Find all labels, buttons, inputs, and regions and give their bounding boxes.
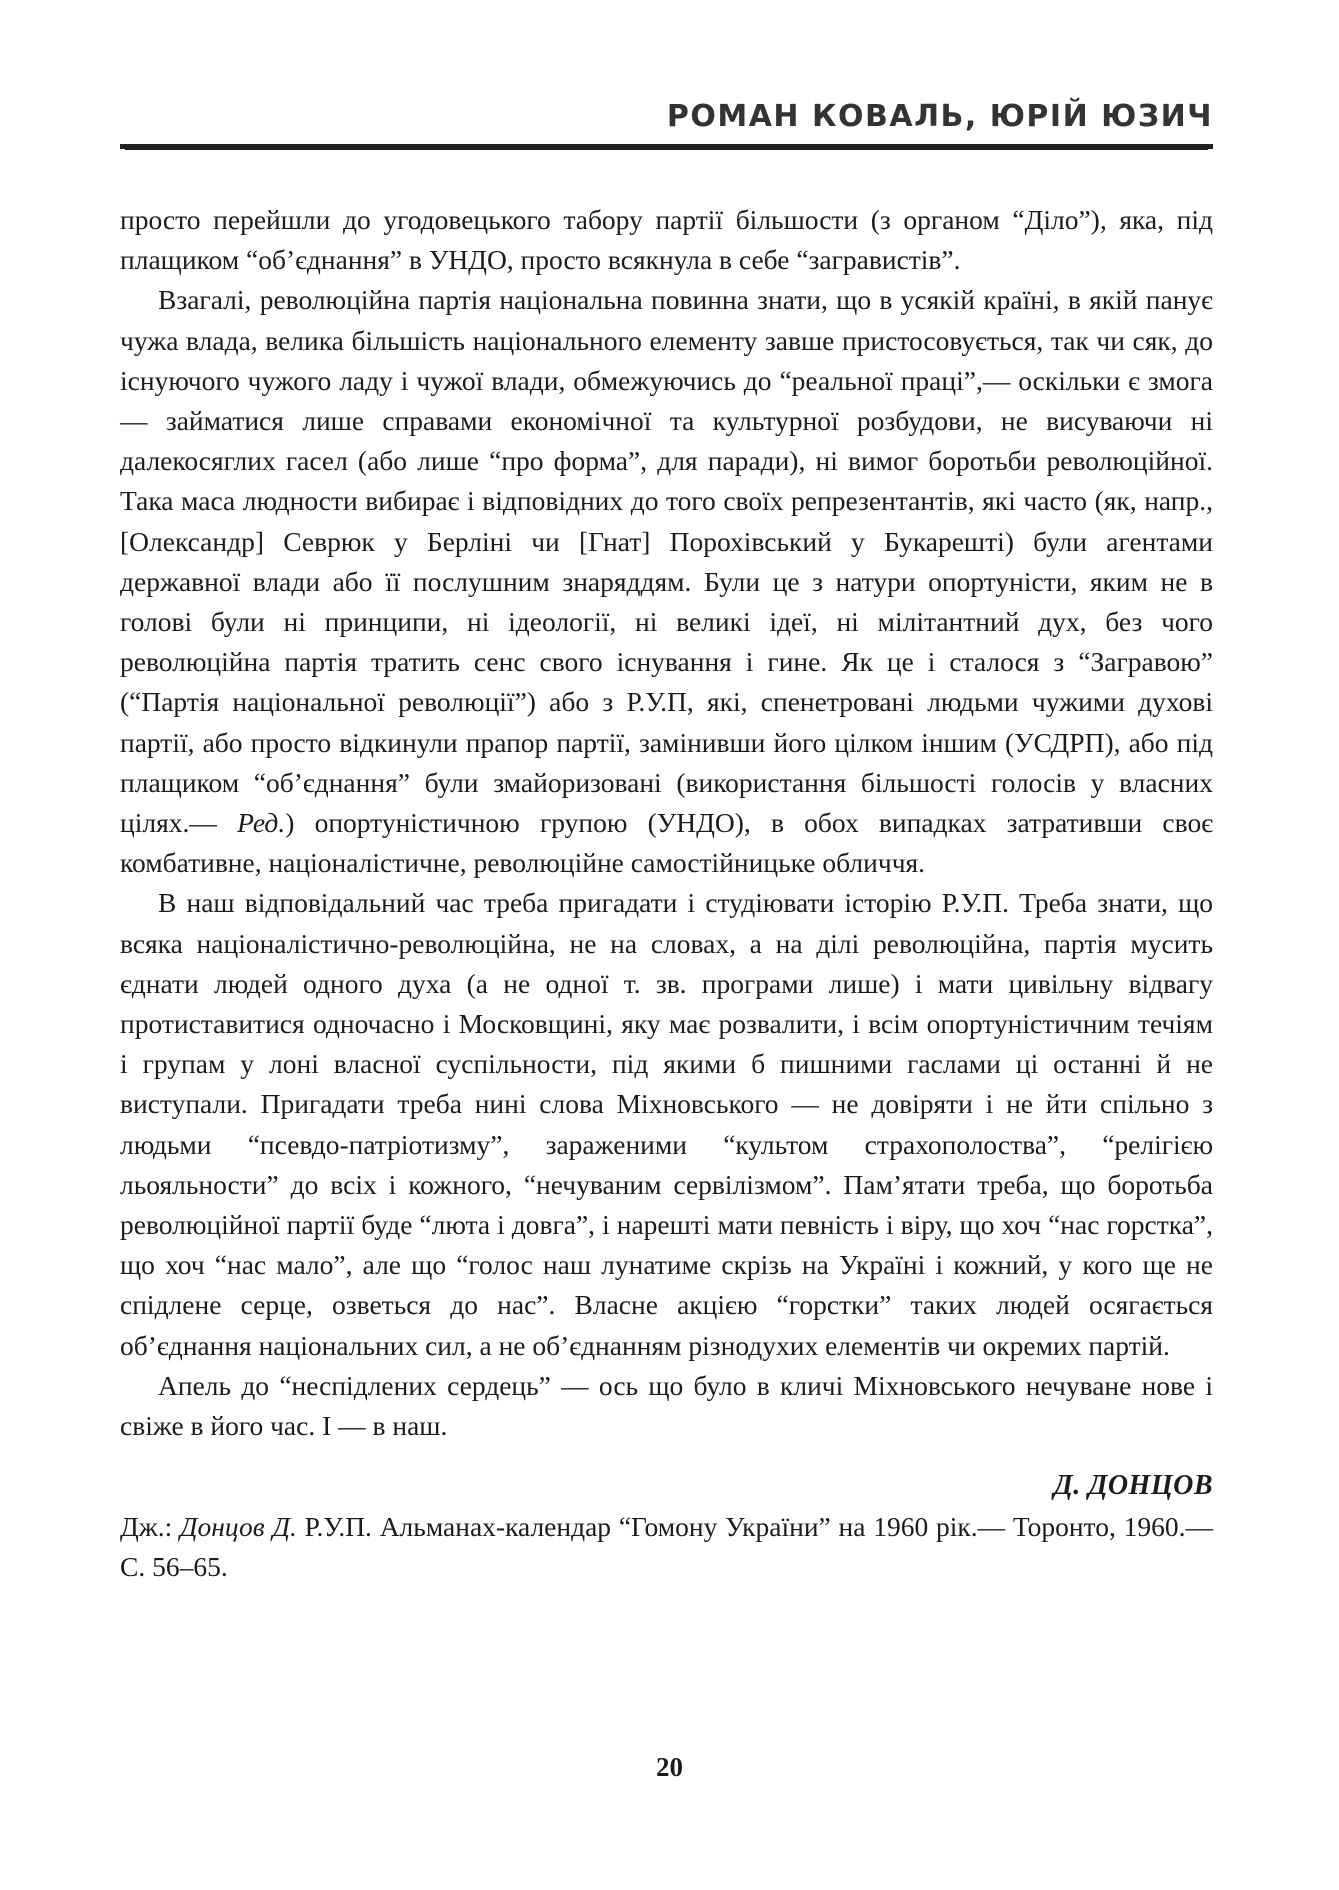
article-body xyxy=(120,200,1213,1587)
paragraph: В наш відповідальний час треба пригадати і студіювати історію Р.У.П. Треба знати, що всяка націоналістично-революційна, не на словах, а на ділі революційна, партія мусить єднати людей одного духа (а не одної т. зв. програми лише) і мати цивільну відвагу протиставитися одночасно і Московщині, яку має розвалити, і всім опортуністичним течіям і групам у лоні власної суспільности, під якими б пишними гаслами ці останні й не виступали. Пригадати треба нині слова Міхновського — не довіряти і не йти спільно з людьми “псевдо-патріотизму”, зараженими “культом страхополоства”, “релігією льояльности” до всіх і кожного, “нечуваним сервілізмом”. Пам’ятати треба, що боротьба революційної партії буде “люта і довга”, і нарешті мати певність і віру, що хоч “нас горстка”, що хоч “нас мало”, але що “голос наш лунатиме скрізь на Україні і кожний, у кого ще не спідлене серце, озветься до нас”. Власне акцією “горстки” таких людей осягається об’єднання національних сил, а не об’єднанням різнодухих елементів чи окремих партій. xyxy=(120,887,1213,1361)
paragraph-continuation: просто перейшли до угодовецького табору партії більшости (з органом “Діло”), яка, під плащиком “об’єднання” в УНДО, просто всякнула в себе “загравистів”. xyxy=(120,204,1213,276)
paragraph-text: Взагалі, революційна партія національна повинна знати, що в усякій країні, в якій панує чужа влада, велика більшість національного елементу завше пристосовується, так чи сяк, до існуючого чужого ладу і чужої влади, обмежуючись до “реальної праці”,— оскільки є змога — займатися лише справами економічної та культурної розбудови, не висуваючи ні далекосяглих гасел (або лише “про форма”, для паради), ні вимог боротьби революційної. Така маса людности вибирає і відповідних до того своїх репрезентантів, які часто (як, напр., [Олександр] Севрюк у Берліні чи [Гнат] Порохівський у Букарешті) були агентами державної влади або її послушним знаряддям. Були це з натури опортуністи, яким не в голові були ні принципи, ні ідеології, ні великі ідеї, ні мілітантний дух, без чого революційна партія тратить сенс свого існування і гине. Як це і сталося з “Загравою” (“Партія національної революції”) або з Р.У.П, які, спенетровані людьми чужими духові партії, або просто відкинули прапор партії, замінивши його цілком іншим (УСДРП), або під плащиком “об’єднання” були змайоризовані (використання більшості голосів у власних цілях.— xyxy=(120,284,1213,839)
paragraph xyxy=(120,280,1213,883)
page-number: 20 xyxy=(656,1752,683,1782)
source-citation xyxy=(120,1507,1213,1587)
editor-note-label: Ред. xyxy=(237,807,286,839)
page-header xyxy=(120,88,1213,149)
source-author: Донцов Д. xyxy=(180,1510,297,1542)
running-head: РОМАН КОВАЛЬ, ЮРІЙ ЮЗИЧ xyxy=(666,99,1213,134)
source-prefix: Дж.: xyxy=(120,1510,181,1542)
author-signature: Д. ДОНЦОВ xyxy=(1053,1470,1213,1502)
paragraph: Апель до “неспідлених сердець” — ось що було в кличі Міхновського нечуване нове і свіже в його час. І — в наш. xyxy=(120,1369,1213,1442)
paragraph-text-end: ) опортуністичною групою (УНДО), в обох випадках затративши своє комбативне, націоналістичне, революційне самостійницьке обличчя. xyxy=(120,807,1213,879)
source-rest: Р.У.П. Альманах-календар “Гомону України” на 1960 рік.— Торонто, 1960.— С. 56–65. xyxy=(120,1510,1213,1582)
